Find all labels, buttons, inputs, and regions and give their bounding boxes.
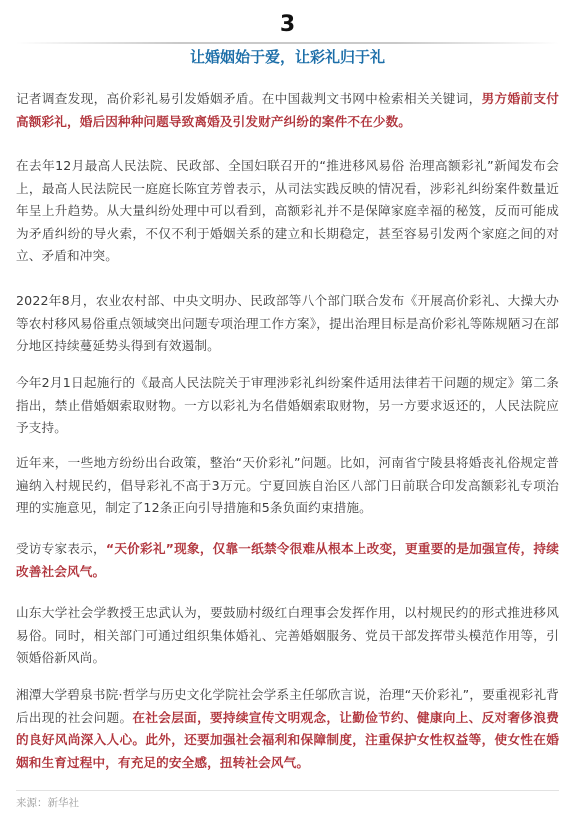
article-title: 让婚姻始于爱，让彩礼归于礼 [189, 48, 385, 66]
paragraph-5 [16, 452, 559, 520]
highlighted-text: 男方婚前支付高额彩礼，婚后因种种问题导致离婚及引发财产纠纷的案件不在少数。 [16, 91, 560, 129]
paragraph-6 [16, 538, 559, 583]
paragraph-text: 山东大学社会学教授王忠武认为，要鼓励村级红白理事会发挥作用，以村规民约的形式推进移风易俗。同时，相关部门可通过组织集体婚礼、完善婚姻服务、党员干部发挥带头模范作用等，引领婚俗新风尚。 [16, 605, 559, 665]
section-number: 3 [279, 12, 296, 37]
paragraph-4 [16, 372, 559, 440]
paragraph-text: 在去年12月最高人民法院、民政部、全国妇联召开的“推进移风易俗 治理高额彩礼”新闻发布会上，最高人民法院民一庭庭长陈宜芳曾表示，从司法实践反映的情况看，涉彩礼纠纷案件数量近年呈上升趋势。从大量纠纷处理中可以看到，高额彩礼并不是保障家庭幸福的秘笈，反而可能成为矛盾纠纷的导火索，不仅不利于婚姻关系的建立和长期稳定，甚至容易引发两个家庭之间的对立、矛盾和冲突。 [16, 158, 559, 263]
paragraph-3 [16, 290, 559, 358]
paragraph-text: 记者调查发现，高价彩礼易引发婚姻矛盾。在中国裁判文书网中检索相关关键词， [16, 91, 482, 106]
paragraph-text: 2022年8月，农业农村部、中央文明办、民政部等八个部门联合发布《开展高价彩礼、大操大办等农村移风易俗重点领域突出问题专项治理工作方案》，提出治理目标是高价彩礼等陈规陋习在部分地区持续蔓延势头得到有效遏制。 [16, 293, 559, 353]
paragraph-text: 近年来，一些地方纷纷出台政策，整治“天价彩礼”问题。比如，河南省宁陵县将婚丧礼俗规定普遍纳入村规民约，倡导彩礼不高于3万元。宁夏回族自治区八部门日前联合印发高额彩礼专项治理的实施意见，制定了12条正向引导措施和5条负面约束措施。 [16, 455, 559, 515]
highlighted-text: 在社会层面，要持续宣传文明观念，让勤俭节约、健康向上、反对奢侈浪费的良好风尚深入人心。此外，还要加强社会福利和保障制度，注重保护女性权益等，使女性在婚姻和生育过程中，有充足的安全感，扭转社会风气。 [16, 709, 559, 770]
paragraph-8 [16, 684, 559, 774]
paragraph-2 [16, 155, 559, 268]
paragraph-1 [16, 88, 559, 133]
source-divider [16, 790, 559, 791]
highlighted-text: “天价彩礼”现象，仅靠一纸禁令很难从根本上改变，更重要的是加强宣传，持续改善社会风气。 [16, 541, 559, 579]
paragraph-text: 湘潭大学碧泉书院·哲学与历史文化学院社会学系主任邬欣言说，治理“天价彩礼”，要重视彩礼背后出现的社会问题。 [16, 687, 559, 725]
title-divider [16, 42, 559, 44]
paragraph-text: 今年2月1日起施行的《最高人民法院关于审理涉彩礼纠纷案件适用法律若干问题的规定》第二条指出，禁止借婚姻索取财物。一方以彩礼为名借婚姻索取财物，另一方要求返还的，人民法院应予支持。 [16, 375, 559, 435]
source-credit: 来源：新华社 [16, 797, 79, 809]
paragraph-7 [16, 602, 559, 670]
paragraph-text: 受访专家表示， [16, 541, 106, 556]
